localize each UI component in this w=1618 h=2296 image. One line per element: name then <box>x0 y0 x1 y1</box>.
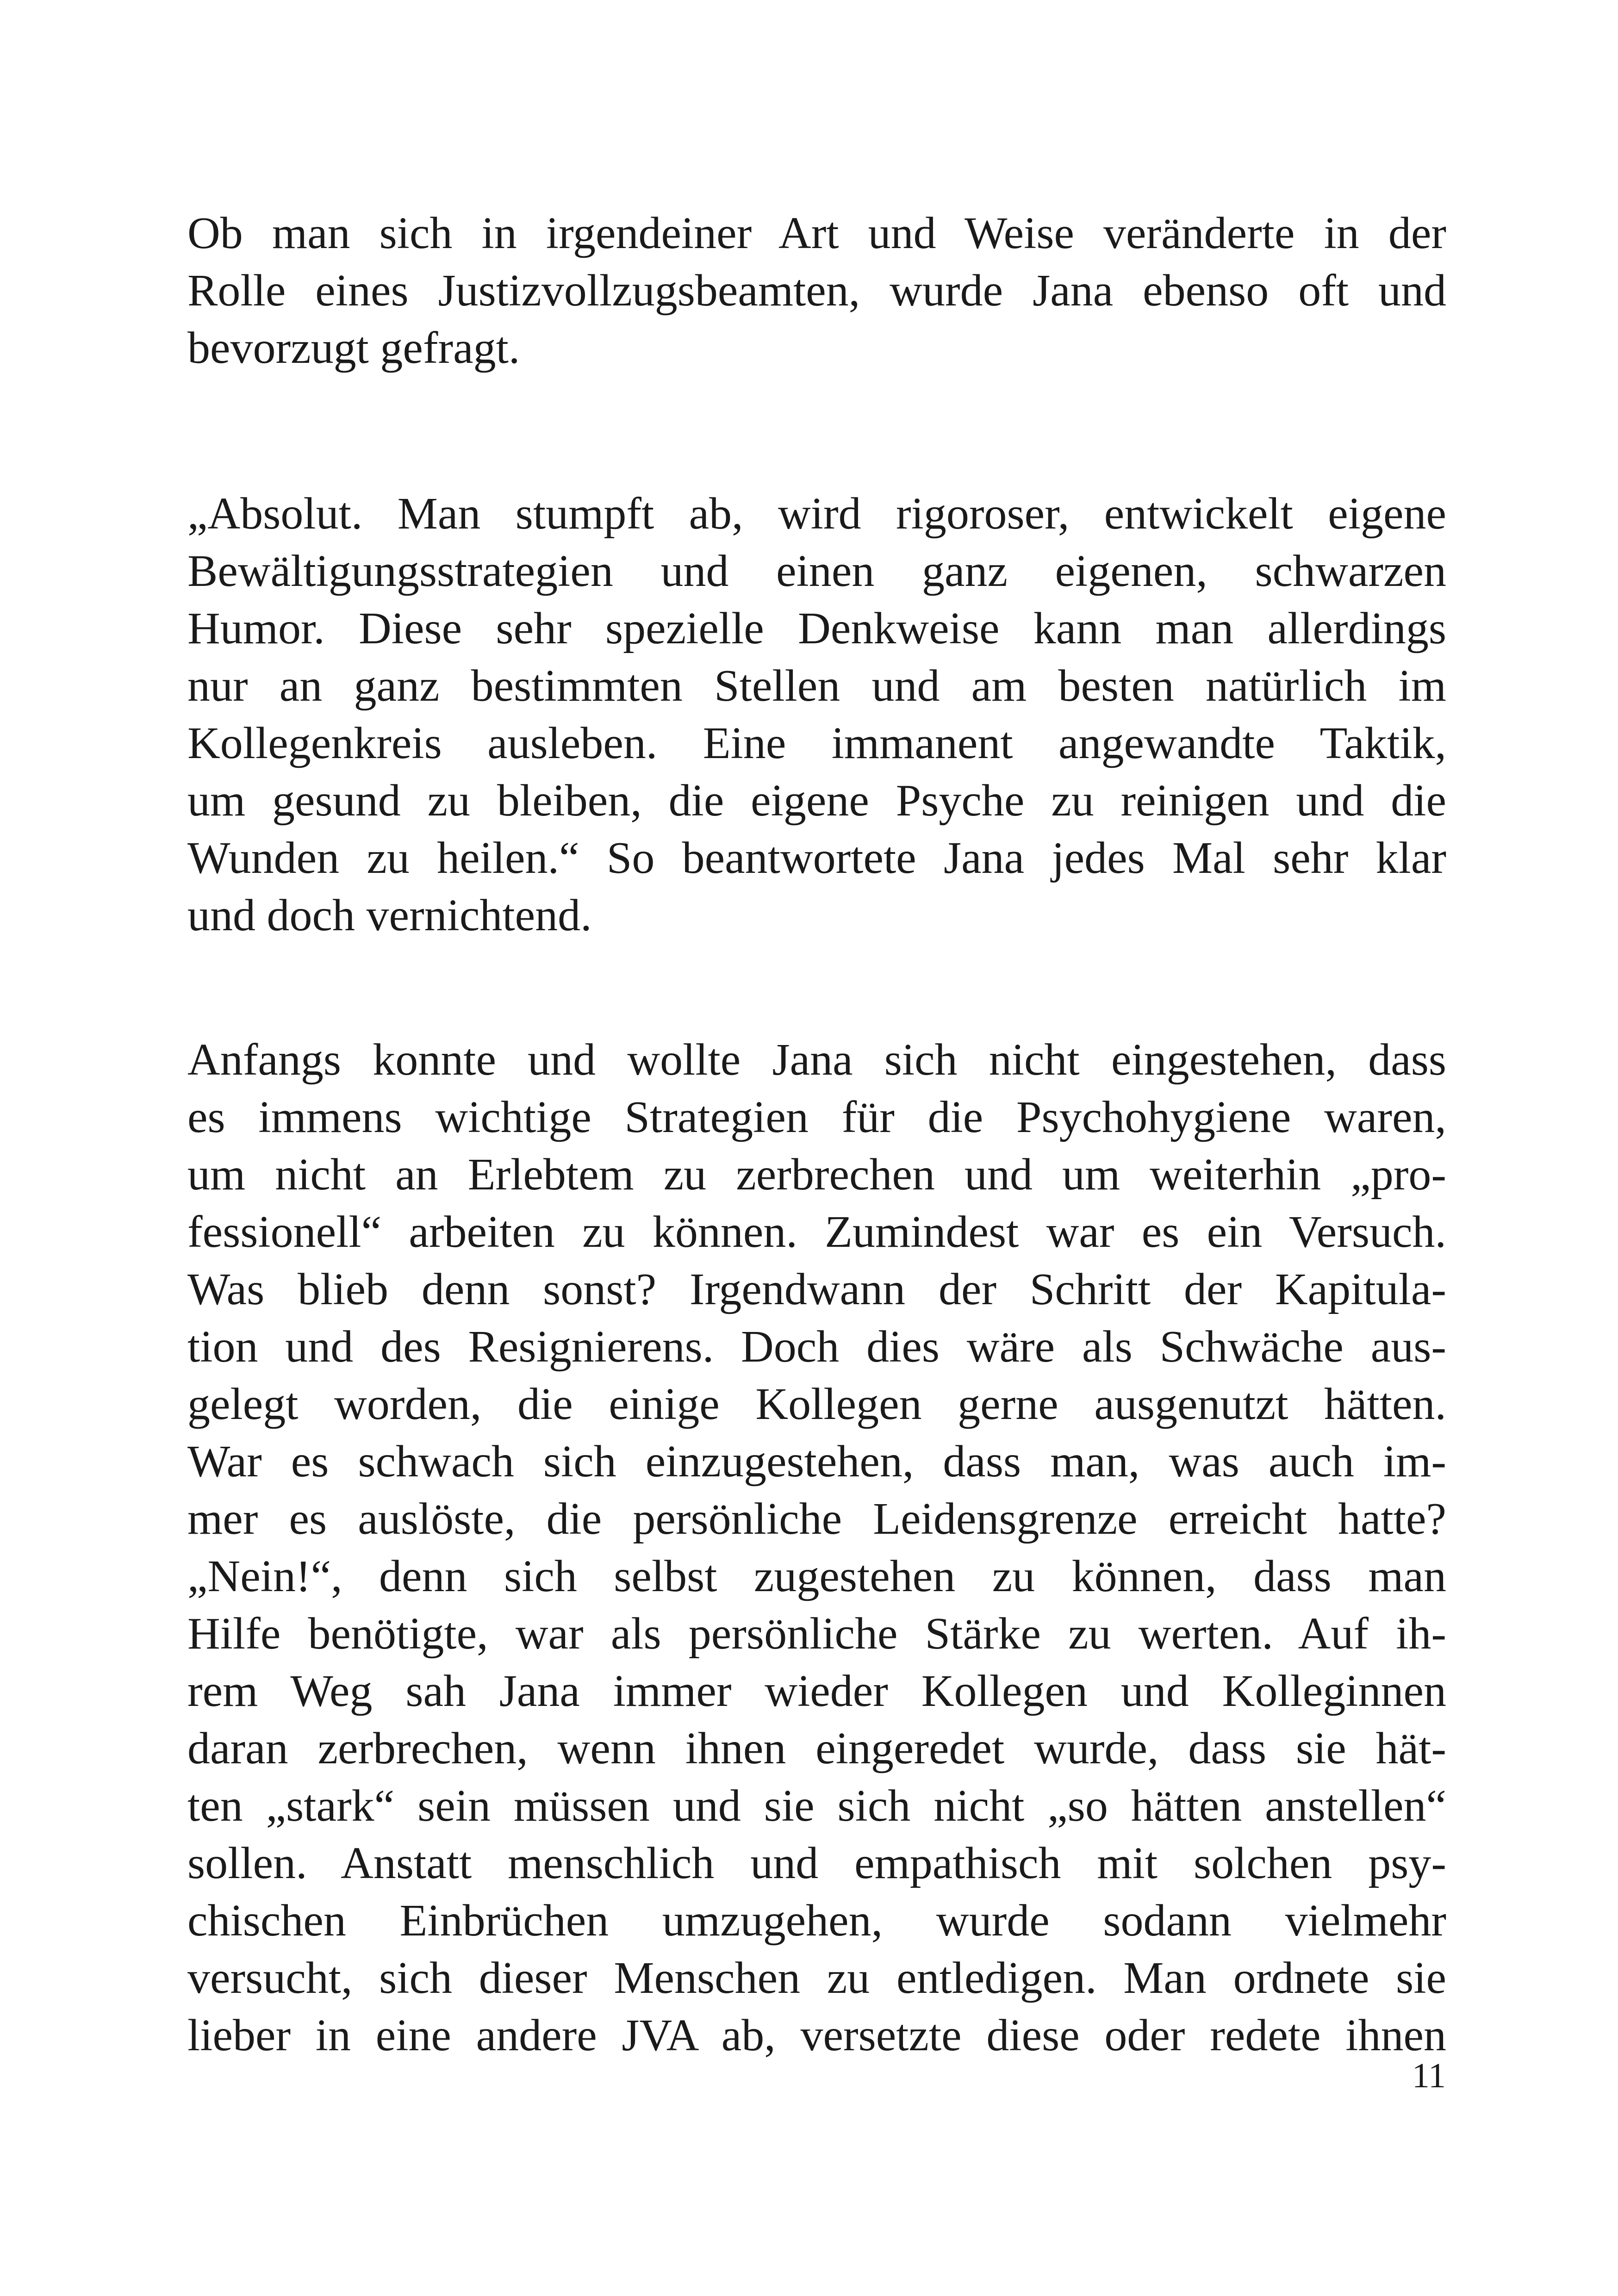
text-line: „Nein!“, denn sich selbst zugestehen zu können, dass man <box>187 1551 1446 1601</box>
text-line: Kollegenkreis ausleben. Eine immanent angewandte Taktik, <box>187 718 1446 768</box>
page-number: 11 <box>1412 2056 1446 2095</box>
text-line: versucht, sich dieser Menschen zu entledigen. Man ordnete sie <box>187 1953 1446 2003</box>
paragraph-3 <box>187 1031 1446 2064</box>
text-line: War es schwach sich einzugestehen, dass man, was auch im- <box>187 1437 1446 1487</box>
text-line: Bewältigungsstrategien und einen ganz eigenen, schwarzen <box>187 546 1446 596</box>
text-line: rem Weg sah Jana immer wieder Kollegen und Kolleginnen <box>187 1666 1446 1716</box>
paragraph-2 <box>187 485 1446 944</box>
text-line: Hilfe benötigte, war als persönliche Stärke zu werten. Auf ih- <box>187 1609 1446 1659</box>
text-line: Humor. Diese sehr spezielle Denkweise kann man allerdings <box>187 604 1446 653</box>
text-line: bevorzugt gefragt. <box>187 323 520 373</box>
text-line: nur an ganz bestimmten Stellen und am besten natürlich im <box>187 661 1446 711</box>
text-line: daran zerbrechen, wenn ihnen eingeredet wurde, dass sie hät- <box>187 1724 1446 1773</box>
text-line: chischen Einbrüchen umzugehen, wurde sodann vielmehr <box>187 1896 1446 1946</box>
text-line: Rolle eines Justizvollzugsbeamten, wurde Jana ebenso oft und <box>187 266 1446 316</box>
text-line: Was blieb denn sonst? Irgendwann der Schritt der Kapitula- <box>187 1264 1446 1314</box>
text-line: sollen. Anstatt menschlich und empathisch mit solchen psy- <box>187 1838 1446 1888</box>
text-line: Anfangs konnte und wollte Jana sich nicht eingestehen, dass <box>187 1035 1446 1085</box>
paragraph-1 <box>187 205 1446 377</box>
text-line: es immens wichtige Strategien für die Psychohygiene waren, <box>187 1092 1446 1142</box>
text-line: tion und des Resignierens. Doch dies wäre als Schwäche aus- <box>187 1322 1446 1372</box>
text-line: „Absolut. Man stumpft ab, wird rigoroser, entwickelt eigene <box>187 489 1446 539</box>
text-line: Ob man sich in irgendeiner Art und Weise veränderte in der <box>187 208 1446 258</box>
text-line: lieber in eine andere JVA ab, versetzte diese oder redete ihnen <box>187 2010 1446 2060</box>
text-line: Wunden zu heilen.“ So beantwortete Jana jedes Mal sehr klar <box>187 833 1446 883</box>
text-line: ten „stark“ sein müssen und sie sich nicht „so hätten anstellen“ <box>187 1781 1446 1831</box>
text-line: gelegt worden, die einige Kollegen gerne ausgenutzt hätten. <box>187 1379 1446 1429</box>
text-line: und doch vernichtend. <box>187 890 592 940</box>
text-line: um nicht an Erlebtem zu zerbrechen und um weiterhin „pro- <box>187 1150 1446 1200</box>
text-line: mer es auslöste, die persönliche Leidensgrenze erreicht hatte? <box>187 1494 1446 1544</box>
text-line: um gesund zu bleiben, die eigene Psyche zu reinigen und die <box>187 776 1446 826</box>
text-line: fessionell“ arbeiten zu können. Zumindest war es ein Versuch. <box>187 1207 1446 1257</box>
